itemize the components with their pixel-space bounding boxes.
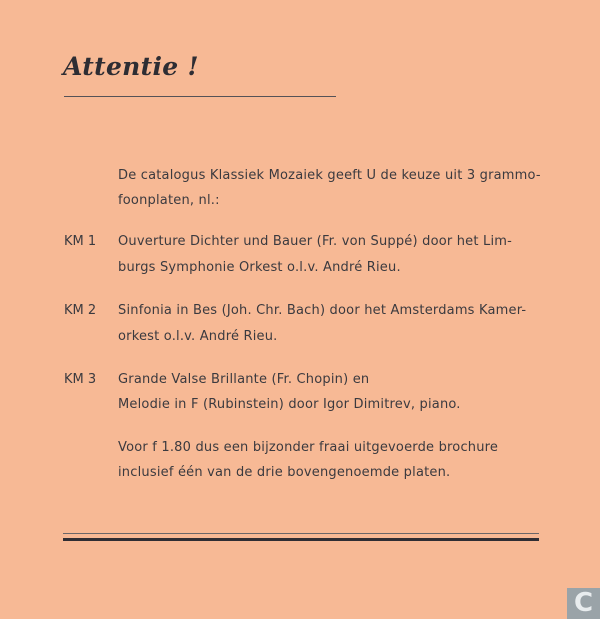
- bottom-rule-thick: [63, 538, 539, 541]
- intro-line: foonplaten, nl.:: [118, 193, 220, 208]
- watermark-letter: C: [573, 588, 594, 618]
- item-line: Sinfonia in Bes (Joh. Chr. Bach) door het Amsterdams Kamer-: [118, 303, 527, 318]
- closing-line: inclusief één van de drie bovengenoemde platen.: [118, 465, 451, 480]
- intro-line: De catalogus Klassiek Mozaiek geeft U de keuze uit 3 grammo-: [118, 168, 541, 183]
- item-label: KM 2: [64, 303, 97, 318]
- bottom-rule-thin: [63, 533, 539, 534]
- item-label: KM 3: [64, 372, 97, 387]
- item-line: burgs Symphonie Orkest o.l.v. André Rieu.: [118, 260, 401, 275]
- item-line: Grande Valse Brillante (Fr. Chopin) en: [118, 372, 370, 387]
- item-line: Ouverture Dichter und Bauer (Fr. von Suppé) door het Lim-: [118, 234, 513, 249]
- title-underline: [64, 96, 336, 97]
- watermark-logo: [567, 588, 600, 619]
- item-label: KM 1: [64, 234, 97, 249]
- item-line: Melodie in F (Rubinstein) door Igor Dimitrev, piano.: [118, 397, 461, 412]
- item-line: orkest o.l.v. André Rieu.: [118, 329, 278, 344]
- page-title: Attentie !: [63, 52, 199, 81]
- closing-line: Voor f 1.80 dus een bijzonder fraai uitgevoerde brochure: [118, 440, 499, 455]
